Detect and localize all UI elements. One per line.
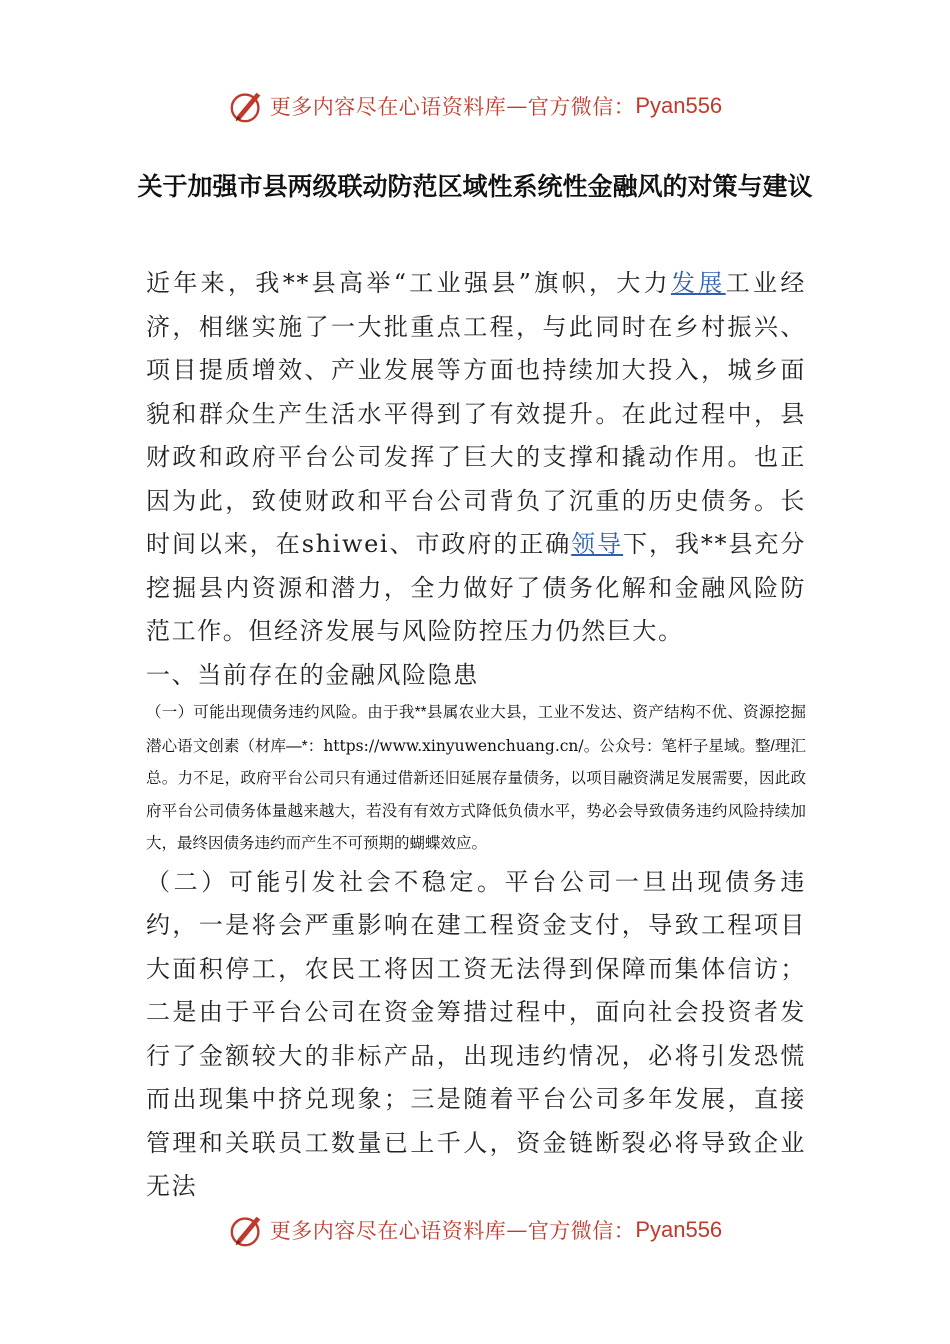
banner-wechat-label: 官方微信： — [527, 95, 636, 119]
intro-paragraph — [146, 262, 806, 654]
pen-logo-icon — [228, 1211, 266, 1249]
section-heading-1: 一、当前存在的金融风险隐患 — [146, 660, 479, 689]
item-1-text-2: 。公众号：笔杆子星域。整/理汇总。力不足，政府平台公司只有通过借新还旧延展存量债务，以项目融资满足发展需要，因此政府平台公司债务体量越来越大，若没有有效方式降低负债水平，势必会导致债务违约风险持续加大，最终因债务违约而产生不可预期的蝴蝶效应。 — [146, 737, 806, 852]
document-body — [146, 262, 806, 1209]
footer-watermark-banner — [0, 1208, 950, 1252]
item-2-paragraph: （二）可能引发社会不稳定。平台公司一旦出现债务违约，一是将会严重影响在建工程资金支付，导致工程项目大面积停工，农民工将因工资无法得到保障而集体信访；二是由于平台公司在资金筹措过程中，面向社会投资者发行了金额较大的非标产品，出现违约情况，必将引发恐慌而出现集中挤兑现象；三是随着平台公司多年发展，直接管理和关联员工数量已上千人，资金链断裂必将导致企业无法 — [146, 867, 806, 1200]
banner-wechat-label: 官方微信： — [527, 1219, 636, 1243]
intro-text-1: 近年来，我**县高举“工业强县”旗帜，大力 — [146, 269, 672, 297]
banner-separator: — — [506, 94, 528, 118]
intro-text-2: 工业经济，相继实施了一大批重点工程，与此同时在乡村振兴、项目提质增效、产业发展等方面也持续加大投入，城乡面貌和群众生产生活水平得到了有效提升。在此过程中，县财政和政府平台公司发挥了巨大的支撑和撬动作用。也正因为此，致使财政和平台公司背负了沉重的历史债务。长时间以来，在shiwei、市政府的正确 — [146, 269, 806, 558]
banner-wechat-id: Pyan556 — [635, 1217, 723, 1242]
banner-wechat-id: Pyan556 — [635, 93, 723, 118]
link-fazhan[interactable]: 发展 — [671, 269, 726, 297]
item-1-url: https://www.xinyuwenchuang.cn/ — [323, 736, 584, 755]
banner-text: 更多内容尽在心语资料库 — [269, 95, 507, 119]
banner-text: 更多内容尽在心语资料库 — [269, 1219, 507, 1243]
banner-separator: — — [506, 1218, 528, 1242]
item-1-paragraph — [146, 697, 806, 861]
document-title: 关于加强市县两级联动防范区域性系统性金融风的对策与建议 — [137, 172, 813, 201]
pen-logo-icon — [228, 87, 266, 125]
link-lingdao[interactable]: 领导 — [571, 530, 624, 558]
header-watermark-banner — [0, 84, 950, 128]
item-1-text-1: （一）可能出现债务违约风险。由于我**县属农业大县，工业不发达、资产结构不优、资源挖掘潜心语文创素（材库—*： — [146, 704, 806, 755]
intro-text-3: 下，我**县充分挖掘县内资源和潜力，全力做好了债务化解和金融风险防范工作。但经济发展与风险防控压力仍然巨大。 — [146, 530, 806, 645]
